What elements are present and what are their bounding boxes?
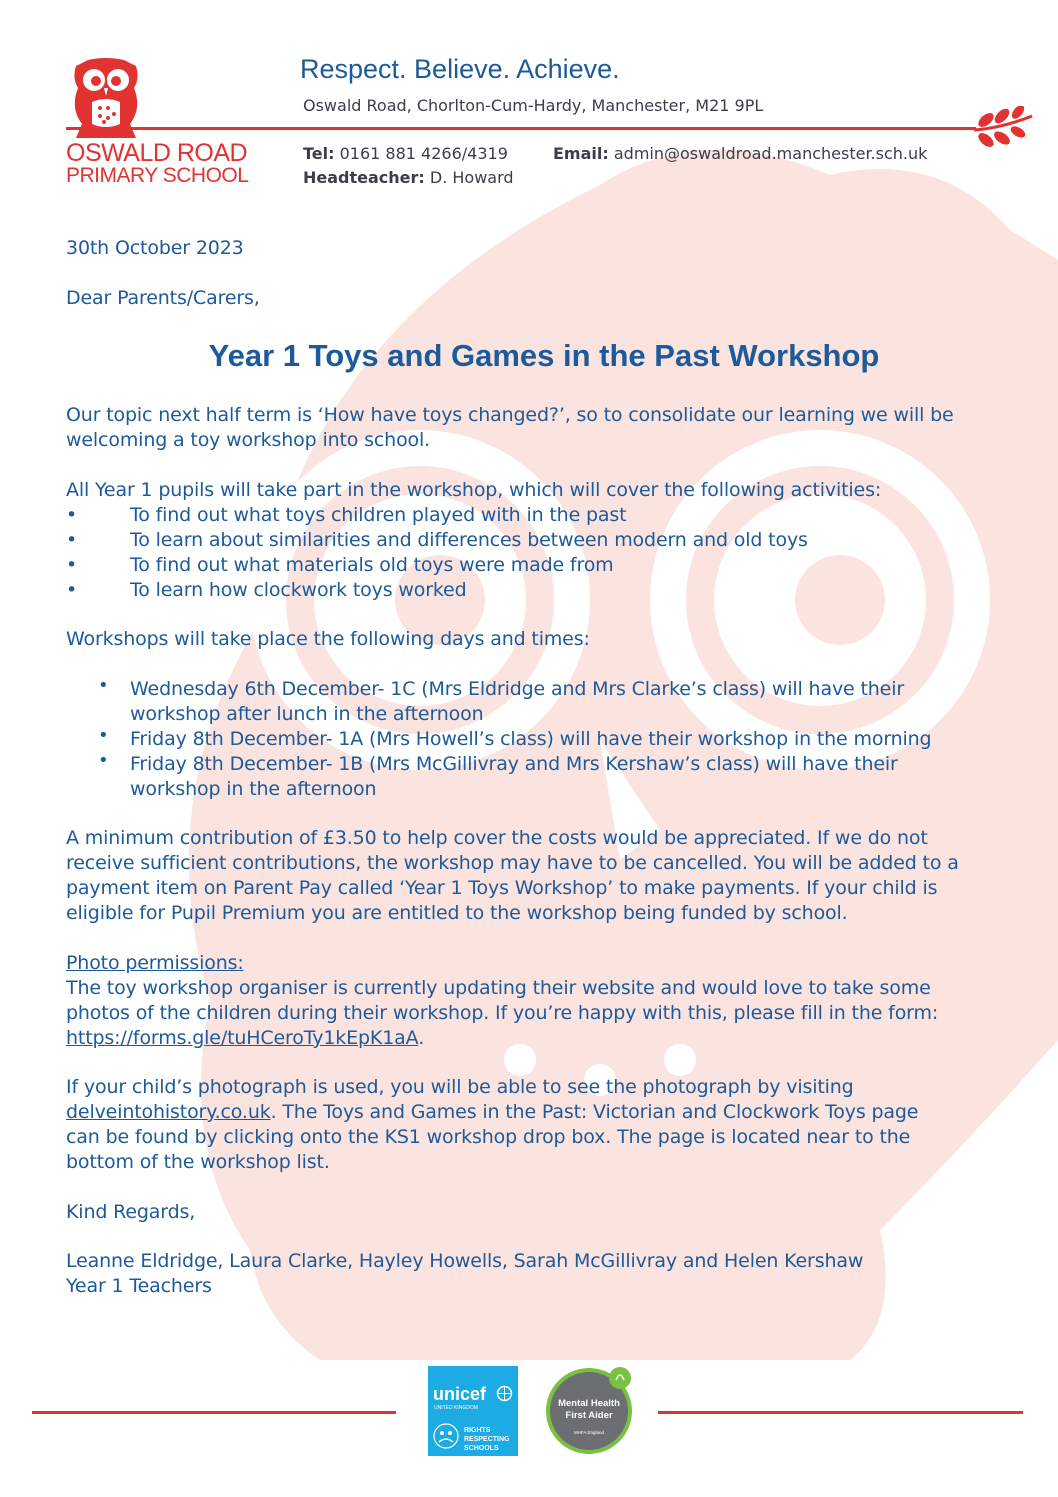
list-item: • Wednesday 6th December- 1C (Mrs Eldridge and Mrs Clarke’s class) will have their workshop after lunch in the afternoon: [98, 675, 904, 725]
photo-permissions-text: The toy workshop organiser is currently updating their website and would love to take some photos of the children during their workshop. If you’re happy with this, please fill in the form:: [66, 977, 939, 1024]
bullet: •: [66, 504, 78, 526]
photo-permissions-paragraph: [66, 976, 966, 1051]
sign-off: Kind Regards,: [66, 1201, 196, 1223]
contact-telephone: [303, 144, 508, 163]
signatories: Leanne Eldridge, Laura Clarke, Hayley Howells, Sarah McGillivray and Helen Kershaw: [66, 1250, 864, 1272]
unicef-logo-text: unicef: [433, 1384, 487, 1404]
headteacher-label: Headteacher:: [303, 168, 425, 187]
visit-text-2: . The Toys and Games in the Past: Victorian and Clockwork Toys page can be found by clicking onto the KS1 workshop drop box. The page is located near to the bottom of the workshop list.: [66, 1101, 919, 1173]
school-name-line2: PRIMARY SCHOOL: [66, 164, 249, 187]
rights-respecting-emblem-icon: [432, 1422, 460, 1450]
photo-visit-paragraph: [66, 1075, 946, 1175]
footer-divider-right: [658, 1411, 1023, 1414]
mental-health-text: Mental Health First Aider: [558, 1398, 620, 1421]
school-name-line1: OSWALD ROAD: [66, 139, 248, 167]
mhfa-england-text: MHFA England: [573, 1430, 605, 1435]
list-item: • To find out what toys children played with in the past: [66, 504, 627, 526]
unicef-globe-icon: [496, 1385, 513, 1402]
unicef-rights-respecting-badge: [428, 1366, 518, 1456]
list-item: • To learn about similarities and differences between modern and old toys: [66, 529, 808, 551]
headteacher-value: D. Howard: [429, 168, 514, 187]
school-motto: Respect. Believe. Achieve.: [300, 54, 620, 84]
letter-date: 30th October 2023: [66, 237, 244, 259]
bullet: •: [66, 529, 78, 551]
list-item: • Friday 8th December- 1B (Mrs McGillivray and Mrs Kershaw’s class) will have their workshop in the afternoon: [98, 750, 898, 800]
bullet: •: [98, 725, 109, 746]
activities-intro: All Year 1 pupils will take part in the workshop, which will cover the following activities:: [66, 479, 882, 501]
permission-link-end: .: [418, 1027, 425, 1049]
signatory-role: Year 1 Teachers: [66, 1275, 212, 1297]
contact-email: [553, 144, 927, 163]
list-item: • To find out what materials old toys were made from: [66, 554, 614, 576]
activities-list: [66, 503, 966, 603]
delveintohistory-link[interactable]: delveintohistory.co.uk: [66, 1101, 271, 1123]
bullet: •: [66, 579, 78, 601]
bullet: •: [66, 554, 78, 576]
school-address: Oswald Road, Chorlton-Cum-Hardy, Manchester, M21 9PL: [303, 96, 764, 115]
leaf-emblem-icon: [972, 106, 1034, 154]
visit-text-1: If your child’s photograph is used, you will be able to see the photograph by visiting: [66, 1076, 854, 1098]
email-value: admin@oswaldroad.manchester.sch.uk: [613, 144, 928, 163]
header-divider: [66, 127, 976, 130]
email-label: Email:: [553, 144, 609, 163]
rights-respecting-text: RIGHTS RESPECTING SCHOOLS: [464, 1427, 510, 1452]
mental-health-first-aider-badge: [544, 1366, 634, 1456]
intro-paragraph: Our topic next half term is ‘How have toys changed?’, so to consolidate our learning we will be welcoming a toy workshop into school.: [66, 404, 954, 451]
tel-label: Tel:: [303, 144, 335, 163]
unicef-country: UNITED KINGDOM: [434, 1405, 478, 1411]
schedule-intro: Workshops will take place the following days and times:: [66, 628, 590, 650]
permission-form-link[interactable]: https://forms.gle/tuHCeroTy1kEpK1aA: [66, 1027, 419, 1049]
contact-headteacher: [303, 168, 514, 187]
letter-title: Year 1 Toys and Games in the Past Workshop: [208, 338, 880, 373]
list-item: • Friday 8th December- 1A (Mrs Howell’s class) will have their workshop in the morning: [98, 725, 932, 750]
tel-value: 0161 881 4266/4319: [339, 144, 508, 163]
schedule-list: [66, 677, 946, 802]
letter-salutation: Dear Parents/Carers,: [66, 287, 260, 309]
contribution-paragraph: A minimum contribution of £3.50 to help cover the costs would be appreciated. If we do not receive sufficient contributions, the workshop may have to be cancelled. You will be added to a payment item on Parent Pay called ‘Year 1 Toys Workshop’ to make payments. If your child is eligible for Pupil Premium you are entitled to the workshop being funded by school.: [66, 827, 959, 924]
photo-permissions-heading: Photo permissions:: [66, 952, 244, 974]
footer-divider-left: [32, 1411, 396, 1414]
list-item: • To learn how clockwork toys worked: [66, 579, 467, 601]
bullet: •: [98, 750, 109, 771]
bullet: •: [98, 675, 109, 696]
